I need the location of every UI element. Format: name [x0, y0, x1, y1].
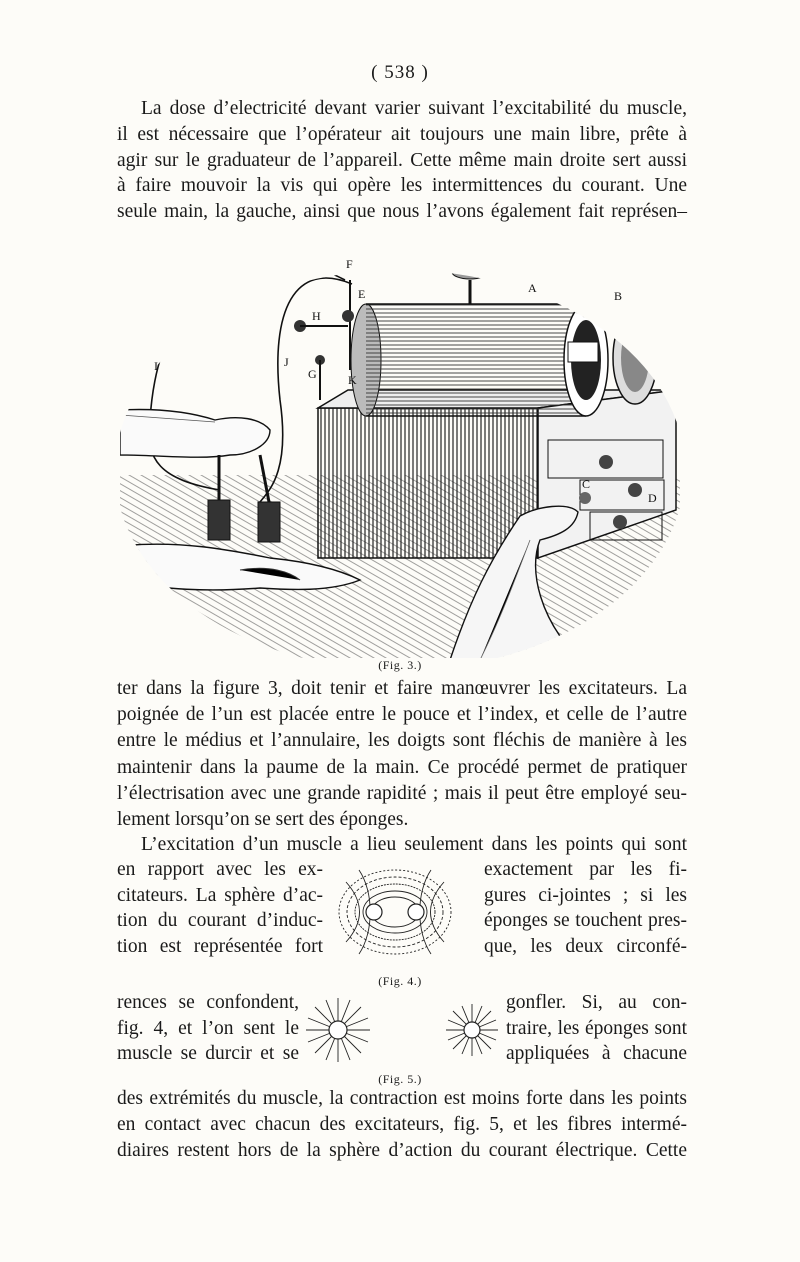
paragraph-contraction: [117, 1086, 687, 1163]
label-H: H: [312, 309, 321, 323]
paragraph-excitation-left-column: [117, 857, 323, 959]
text-line: tion est représentée fort: [117, 935, 323, 957]
text-line: des extrémités du muscle, la contraction est moins forte dans les points: [117, 1088, 687, 1109]
paragraph-intro: [117, 96, 687, 225]
label-C: C: [582, 477, 591, 491]
sponge-right: [408, 904, 424, 920]
text-line: citateurs. La sphère d’ac-: [117, 884, 323, 906]
label-A: A: [528, 281, 537, 295]
sphere-left: [306, 998, 370, 1062]
figure-4-caption: (Fig. 4.): [378, 974, 422, 988]
label-G: G: [308, 367, 317, 381]
text-line: exactement par les fi-: [484, 859, 687, 880]
label-D: D: [648, 491, 657, 505]
text-line: tion du courant d’induc-: [117, 910, 323, 931]
excitator-right: [258, 502, 280, 542]
sphere-right: [446, 1004, 498, 1056]
paragraph-spheres-left-column: [117, 990, 299, 1067]
page-number: ( 538 ): [371, 62, 429, 83]
figure-5-caption: (Fig. 5.): [378, 1072, 422, 1086]
label-B: B: [614, 289, 623, 303]
text-line: poignée de l’un est placée entre le pouce et l’index, et celle de l’autre: [117, 704, 687, 726]
text-line: traire, les éponges sont: [506, 1017, 687, 1039]
paragraph-excitation: [117, 832, 687, 858]
text-line: entre le médius et l’annulaire, les doigts sont fléchis de manière à les: [117, 730, 687, 752]
text-line: diaires restent hors de la sphère d’action du courant électrique. Cette: [117, 1139, 687, 1161]
figure-5: [300, 996, 500, 1064]
text-line: gures ci-jointes ; si les: [484, 884, 687, 906]
label-F: F: [346, 257, 353, 271]
text-line: en rapport avec les ex-: [117, 859, 323, 880]
label-E: E: [358, 287, 366, 301]
text-line: gonfler. Si, au con-: [506, 992, 687, 1013]
text-line: en contact avec chacun des excitateurs, fig. 5, et les fibres intermé-: [117, 1113, 687, 1135]
label-K: K: [348, 373, 357, 387]
text-line: agir sur le graduateur de l’appareil. Cette même main droite sert aussi: [117, 149, 687, 171]
apparatus-cabinet: [318, 408, 538, 558]
paragraph-excitation-right-column: [484, 857, 687, 959]
text-line: lement lorsqu’on se sert des éponges.: [117, 809, 409, 831]
figure-3-caption: (Fig. 3.): [378, 658, 422, 672]
text-line: fig. 4, et l’on sent le: [117, 1017, 299, 1039]
excitator-left: [208, 500, 230, 540]
figure-4: [334, 862, 456, 962]
text-line: il est nécessaire que l’opérateur ait toujours une main libre, prête à: [117, 123, 687, 145]
text-line: seule main, la gauche, ainsi que nous l’avons également fait représen–: [117, 201, 687, 223]
text-line: muscle se durcir et se: [117, 1043, 299, 1064]
text-line: à faire mouvoir la vis qui opère les intermittences du courant. Une: [117, 175, 687, 197]
text-line: ter dans la figure 3, doit tenir et faire manœuvrer les excitateurs. La: [117, 678, 687, 699]
label-J: J: [284, 355, 289, 369]
text-line: maintenir dans la paume de la main. Ce procédé permet de pratiquer: [117, 756, 687, 778]
paragraph-figure-3: [117, 676, 687, 833]
text-line: L’excitation d’un muscle a lieu seulement dans les points qui sont: [141, 834, 687, 855]
label-I: I: [154, 359, 158, 373]
text-line: éponges se touchent pres-: [484, 910, 687, 931]
figure-5-field-diagram: [300, 996, 500, 1064]
text-line: rences se confondent,: [117, 992, 299, 1013]
figure-3-illustration: [120, 240, 680, 658]
figure-3-engraving: [120, 240, 680, 658]
sponge-left: [366, 904, 382, 920]
paragraph-spheres-right-column: [506, 990, 687, 1067]
figure-4-field-diagram: [334, 862, 456, 962]
text-line: appliquées à chacune: [506, 1043, 687, 1064]
text-line: La dose d’electricité devant varier suivant l’excitabilité du muscle,: [141, 98, 687, 119]
text-line: l’électrisation avec une grande rapidité ; mais il peut être employé seu-: [117, 782, 687, 804]
text-line: que, les deux circonfé-: [484, 935, 687, 957]
